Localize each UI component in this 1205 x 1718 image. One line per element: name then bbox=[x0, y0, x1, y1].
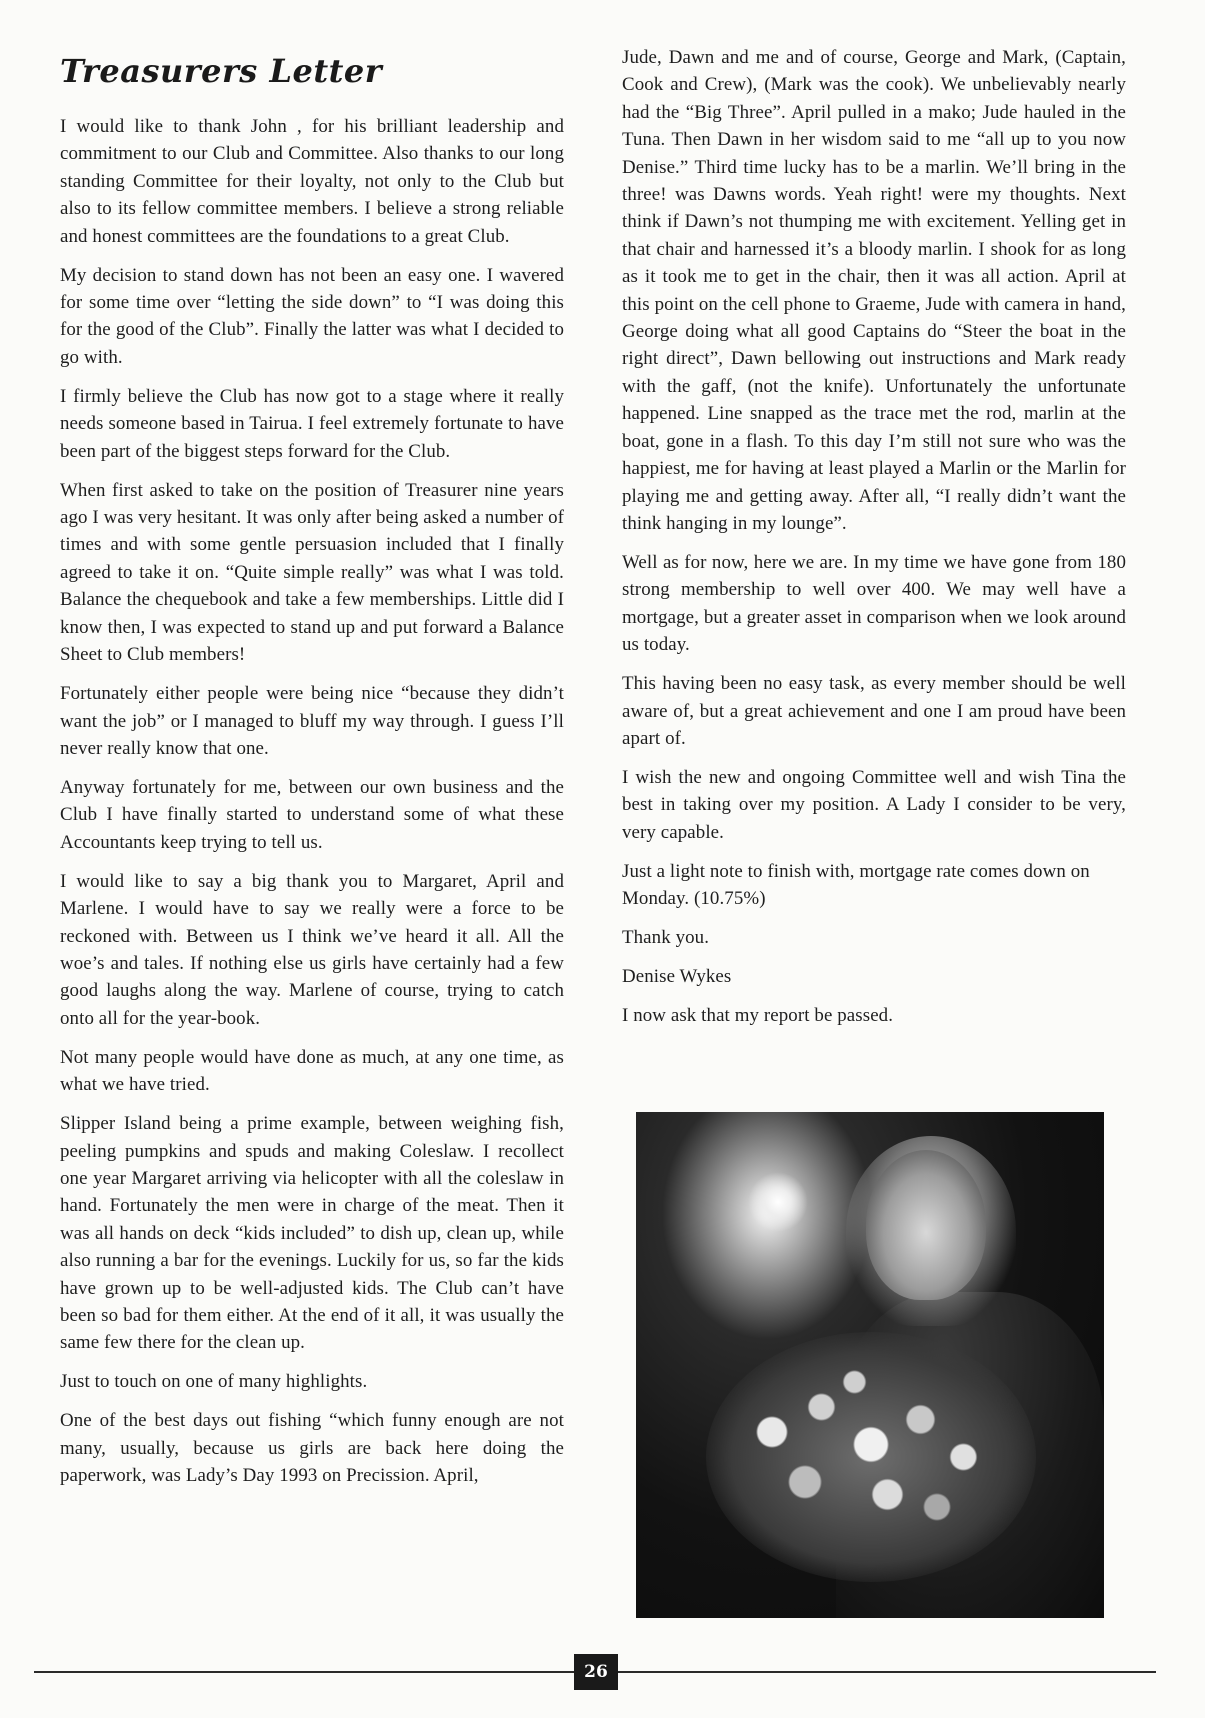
footer-rule-left bbox=[34, 1671, 574, 1673]
paragraph: My decision to stand down has not been an easy one. I wavered for some time over “letting the side down” to “I was doing this for the good of the Club”. Finally the latter was what I decided to go with. bbox=[60, 264, 564, 368]
paragraph: Fortunately either people were being nice “because they didn’t want the job” or I managed to bluff my way through. I guess I’ll never really know that one. bbox=[60, 683, 564, 759]
author-signature: Denise Wykes bbox=[622, 966, 732, 988]
photo-flowers bbox=[706, 1332, 1036, 1582]
paragraph: One of the best days out fishing “which funny enough are not many, usually, because us girls are back here doing the paperwork, was Lady’s Day 1993 on Precission. April, bbox=[60, 1410, 564, 1487]
paragraph: This having been no easy task, as every member should be well aware of, but a great achievement and one I am proud have been apart of. bbox=[622, 673, 1126, 749]
paragraph: Jude, Dawn and me and of course, George and Mark, (Captain, Cook and Crew), (Mark was the cook). We unbelievably nearly had the “Big Three”. April pulled in a mako; Jude hauled in the Tuna. Then Dawn in her wisdom said to me “all up to you now Denise.” Third time lucky has to be a marlin. We’ll bring in the three! was Dawns words. Yeah right! were my thoughts. Next think if Dawn’s not thumping me with excitement. Yelling get in that chair and harnessed it’s a bloody marlin. I shook for as long as it took me to get in the chair, then it was all action. April at this point on the cell phone to Graeme, Jude with camera in hand, George doing what all good Captains do “Steer the boat in the right direct”, Dawn bellowing out instructions and Mark ready with the gaff, (not the knife). Unfortunately the unfortunate happened. Line snapped as the trace met the rod, marlin at the boat, gone in a flash. To this day I’m still not sure who was the happiest, me for having at least played a Marlin or the Marlin for playing me and getting away. After all, “I really didn’t want the think hanging in my lounge”. bbox=[622, 47, 1126, 534]
paragraph: Just a light note to finish with, mortgage rate comes down on Monday. (10.75%) bbox=[622, 860, 1090, 910]
photo-flash-glare bbox=[748, 1172, 808, 1232]
paragraph: I would like to thank John , for his brilliant leadership and commitment to our Club and Committee. Also thanks to our long standing Committee for their loyalty, not only to the Club but also to its fellow committee members. I believe a strong reliable and honest committees are the foundations to a great Club. bbox=[60, 116, 564, 247]
right-column bbox=[622, 44, 1126, 1041]
paragraph: Slipper Island being a prime example, between weighing fish, peeling pumpkins and spuds and making Coleslaw. I recollect one year Margaret arriving via helicopter with all the coleslaw in hand. Fortunately the men were in charge of the meat. Then it was all hands on deck “kids included” to dish up, clean up, while also running a bar for the evenings. Luckily for us, so far the kids have grown up to be well-adjusted kids. The Club can’t have been so bad for them either. At the end of it all, it was usually the same few there for the clean up. bbox=[60, 1113, 564, 1354]
paragraph: I firmly believe the Club has now got to a stage where it really needs someone based in Tairua. I feel extremely fortunate to have been part of the biggest steps forward for the Club. bbox=[60, 385, 564, 462]
closing-request: I now ask that my report be passed. bbox=[622, 1005, 894, 1027]
paragraph: I would like to say a big thank you to Margaret, April and Marlene. I would have to say we really were a force to be reckoned with. Between us I think we’ve heard it all. All the woe’s and tales. If nothing else us girls have certainly had a few good laughs along the way. Marlene of course, trying to catch onto all for the year-book. bbox=[60, 870, 564, 1029]
photo-figure-head bbox=[866, 1150, 986, 1300]
paragraph: Just to touch on one of many highlights. bbox=[60, 1371, 368, 1393]
paragraph: Well as for now, here we are. In my time we have gone from 180 strong membership to well over 400. We may well have a mortgage, but a greater asset in comparison when we look around us today. bbox=[622, 551, 1126, 656]
paragraph: When first asked to take on the position of Treasurer nine years ago I was very hesitant. It was only after being asked a number of times and with some gentle persuasion included that I finally agreed to take it on. “Quite simple really” was what I was told. Balance the chequebook and take a few memberships. Little did I know then, I was expected to stand up and put forward a Balance Sheet to Club members! bbox=[60, 479, 564, 666]
paragraph: Anyway fortunately for me, between our own business and the Club I have finally started to understand some of what these Accountants keep trying to tell us. bbox=[60, 776, 564, 853]
author-photo bbox=[636, 1112, 1104, 1618]
paragraph: I wish the new and ongoing Committee well and wish Tina the best in taking over my position. A Lady I consider to be very, very capable. bbox=[622, 766, 1126, 843]
page-number: 26 bbox=[574, 1654, 618, 1690]
closing-thanks: Thank you. bbox=[622, 927, 710, 949]
left-column-text bbox=[60, 113, 564, 1501]
footer-rule-right bbox=[618, 1671, 1156, 1673]
paragraph: Not many people would have done as much, at any one time, as what we have tried. bbox=[60, 1046, 564, 1096]
page-title: Treasurers Letter bbox=[60, 52, 383, 90]
